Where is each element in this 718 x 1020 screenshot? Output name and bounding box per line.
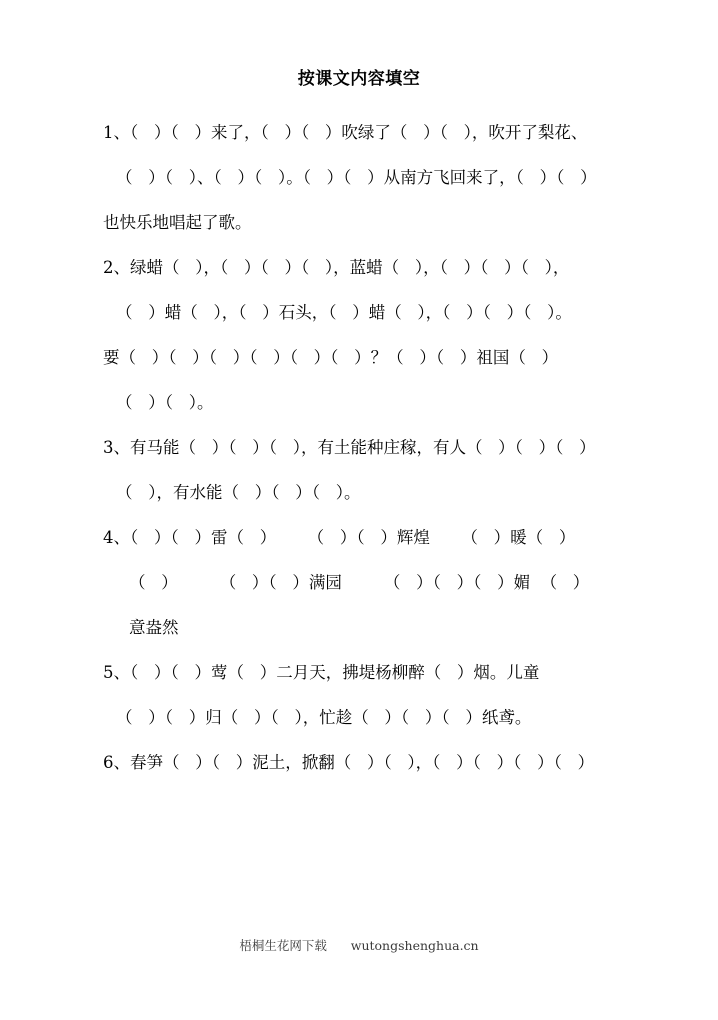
question-line: （ ）蜡（ ），（ ）石头，（ ）蜡（ ），（ ）（ ）（ ）。 <box>116 303 572 322</box>
question-line: 要（ ）（ ）（ ）（ ）（ ）（ ）？（ ）（ ）祖国（ ） <box>103 348 559 367</box>
question-line: 3、有马能（ ）（ ）（ ），有土能种庄稼，有人（ ）（ ）（ ） <box>103 438 596 457</box>
question-line: 意盎然 <box>129 618 179 637</box>
question-line: （ ）（ ）、（ ）（ ）。（ ）（ ）从南方飞回来了，（ ）（ ） <box>116 168 597 187</box>
question-line: （ ），有水能（ ）（ ）（ ）。 <box>116 483 361 502</box>
question-line: 6、春笋（ ）（ ）泥土，掀翻（ ）（ ），（ ）（ ）（ ）（ ） <box>103 753 595 772</box>
question-line: 5、（ ）（ ）莺（ ）二月天，拂堤杨柳醉（ ）烟。儿童 <box>103 663 540 682</box>
page-title: 按课文内容填空 <box>297 69 421 89</box>
question-line: 也快乐地唱起了歌。 <box>103 213 252 232</box>
question-line: 4、（ ）（ ）雷（ ） （ ）（ ）辉煌 （ ）暖（ ） <box>103 528 576 547</box>
question-line: （ ）（ ）归（ ）（ ），忙趁（ ）（ ）（ ）纸鸢。 <box>116 708 532 727</box>
question-line: 2、绿蜡（ ），（ ）（ ）（ ），蓝蜡（ ），（ ）（ ）（ ）， <box>103 258 570 277</box>
footer-credit: 梧桐生花网下载 wutongshenghua.cn <box>239 938 479 953</box>
question-list <box>103 110 623 785</box>
question-line: （ ） （ ）（ ）满园 （ ）（ ）（ ）媚 （ ） <box>129 573 590 592</box>
question-line: （ ）（ ）。 <box>116 393 214 412</box>
question-line: 1、（ ）（ ）来了，（ ）（ ）吹绿了（ ）（ ），吹开了梨花、 <box>103 123 588 142</box>
